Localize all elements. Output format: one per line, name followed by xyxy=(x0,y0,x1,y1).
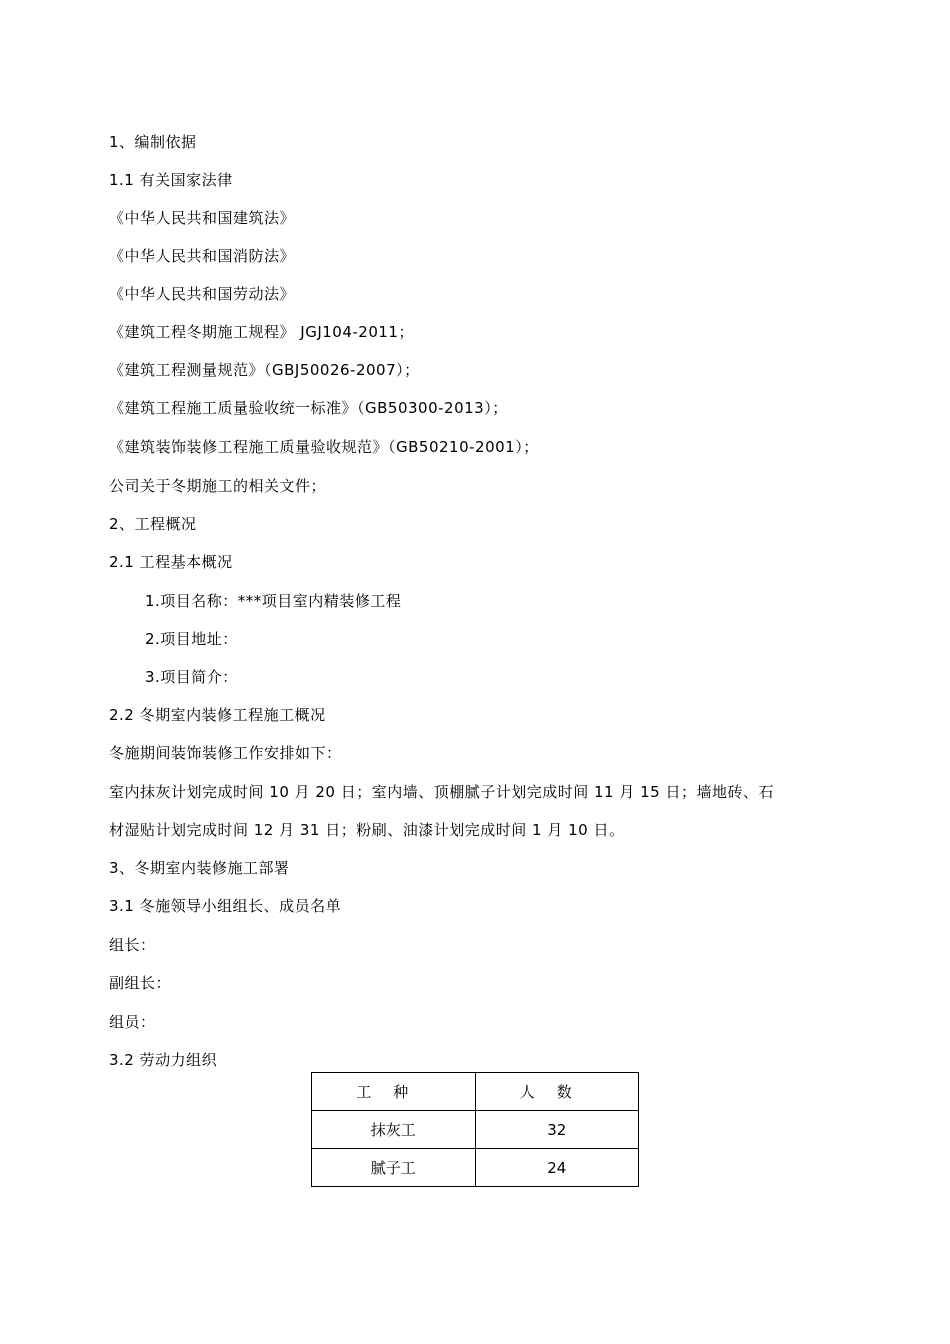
project-address-line: 2.项目地址： xyxy=(145,630,238,648)
table-cell: 24 xyxy=(475,1149,639,1187)
heading-1-1: 1.1 有关国家法律 xyxy=(109,171,233,189)
header-cell-trade: 工种 xyxy=(312,1073,476,1111)
table-row xyxy=(312,1149,639,1187)
deputy-leader-line: 副组长： xyxy=(109,974,172,992)
standard-item: 《建筑工程冬期施工规程》 JGJ104-2011； xyxy=(109,323,414,341)
standard-item: 《建筑工程施工质量验收统一标准》（GB50300-2013）； xyxy=(109,399,508,417)
project-summary-line: 3.项目简介： xyxy=(145,668,238,686)
standard-item: 《建筑工程测量规范》（GBJ50026-2007）； xyxy=(109,361,420,379)
heading-2-1: 2.1 工程基本概况 xyxy=(109,553,233,571)
heading-3-1: 3.1 冬施领导小组组长、成员名单 xyxy=(109,897,342,915)
members-line: 组员： xyxy=(109,1013,156,1031)
labor-table xyxy=(311,1072,639,1187)
heading-2-2: 2.2 冬期室内装修工程施工概况 xyxy=(109,706,326,724)
paragraph-line: 材湿贴计划完成时间 12 月 31 日；粉刷、油漆计划完成时间 1 月 10 日。 xyxy=(109,821,625,839)
table-header-row xyxy=(312,1073,639,1111)
law-item: 《中华人民共和国建筑法》 xyxy=(109,209,296,227)
law-item: 《中华人民共和国劳动法》 xyxy=(109,285,296,303)
header-cell-count: 人数 xyxy=(475,1073,639,1111)
heading-3: 3、冬期室内装修施工部署 xyxy=(109,859,290,877)
table-cell: 抹灰工 xyxy=(312,1111,476,1149)
law-item: 《中华人民共和国消防法》 xyxy=(109,247,296,265)
heading-1: 1、编制依据 xyxy=(109,133,197,151)
paragraph-line: 冬施期间装饰装修工作安排如下： xyxy=(109,744,342,762)
table-cell: 32 xyxy=(475,1111,639,1149)
company-docs-line: 公司关于冬期施工的相关文件； xyxy=(109,477,327,495)
heading-2: 2、工程概况 xyxy=(109,515,197,533)
table-cell: 腻子工 xyxy=(312,1149,476,1187)
heading-3-2: 3.2 劳动力组织 xyxy=(109,1051,218,1069)
table-row xyxy=(312,1111,639,1149)
paragraph-line: 室内抹灰计划完成时间 10 月 20 日；室内墙、顶棚腻子计划完成时间 11 月 15 日；墙地砖、石 xyxy=(109,783,774,801)
project-name-line: 1.项目名称：***项目室内精装修工程 xyxy=(145,592,402,610)
standard-item: 《建筑装饰装修工程施工质量验收规范》（GB50210-2001）； xyxy=(109,438,539,456)
leader-line: 组长： xyxy=(109,936,156,954)
